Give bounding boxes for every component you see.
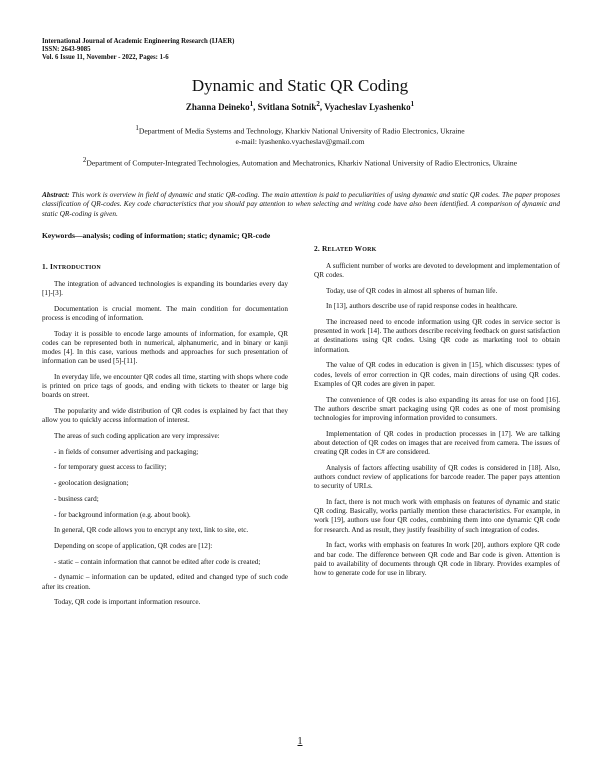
list-item: - geolocation designation; [54,479,129,488]
paper-title: Dynamic and Static QR Coding [191,76,409,95]
paragraph: The integration of advanced technologies is expanding its boundaries every day [1]-[3]. [42,279,288,297]
paragraph: Implementation of QR codes in production processes in [17]. We are talking about detection of QR codes on images that are received from camera. The issues of creating QR codes in C# are considered. [314,429,560,457]
author-list: Zhanna Deineko$^1$, Svitlana Sotnik$^2$, Vyacheslav Lyashenko$^1$ [185,100,415,112]
affil-email: e-mail: lyashenko.vyacheslav@gmail.com [235,136,365,146]
abstract [42,190,560,218]
section-heading-introduction: 1. INTRODUCTION [42,262,101,271]
paragraph: In everyday life, we encounter QR codes all time, starting with shops where code is printed on price tags of goods, and ending with tickets to theater or large big boards on street. [42,372,288,400]
paragraph: Today it is possible to encode large amounts of information, for example, QR codes can be represented both in numerical, alphanumeric, and in binary or kanji modes [4]. In this case, various methods and approaches for such presentation of information can be used [5]-[11]. [42,329,288,366]
list-item: - for temporary guest access to facility; [54,463,167,472]
paragraph: Today, QR code is important information resource. [54,598,201,607]
author-affil-mark: 2 [316,100,320,108]
paragraph: The increased need to encode information using QR codes in service sector is presented in work [14]. The authors describe receiving feedback on guest satisfaction at destinations using QR codes. Using QR code as marketing tool to obtain information. [314,318,560,354]
journal-name: International Journal of Academic Engineering Research (IJAER) [42,38,235,45]
affil-text: Department of Computer-Integrated Technologies, Automation and Mechatronics, Kharkiv National University of Radio Electronics, Ukraine [86,158,518,168]
paragraph: Today, use of QR codes in almost all spheres of human life. [326,286,498,295]
left-column [42,262,288,614]
keywords: Keywords—analysis; coding of information; static; dynamic; QR-code [42,231,271,240]
paragraph: In [13], authors describe use of rapid response codes in healthcare. [326,302,518,311]
author-name: Svitlana Sotnik [257,102,317,112]
paragraph: In fact, there is not much work with emphasis on features of dynamic and static QR coding. Basically, works partially mention these characteristics. For example, in work [19], authors use four QR codes, combining them into one dynamic QR code for research. And as result, they justify feasibility of such integration of codes. [314,498,560,534]
affiliation-2 [60,156,540,169]
page-number: 1 [297,736,303,747]
author-affil-mark: 1 [249,100,254,108]
paragraph: A sufficient number of works are devoted to development and implementation of QR codes. [314,261,560,279]
author-affil-mark: 1 [410,100,415,108]
affil-mark: 1 [135,124,139,132]
paragraph: The popularity and wide distribution of QR codes is explained by fact that they allow you to quickly access information of interest. [42,407,288,425]
list-item: - business card; [54,494,99,503]
list-item: - dynamic – information can be updated, edited and changed type of such code after its creation. [42,573,288,591]
paragraph: The value of QR codes in education is given in [15], which discusses: types of codes, levels of error correction in QR codes, main directions of using QR codes. Examples of QR codes are given in paper. [314,361,560,388]
paragraph: The areas of such coding application are very impressive: [54,432,220,441]
list-item: - for background information (e.g. about book). [54,510,191,519]
abstract-label: Abstract: [42,190,70,199]
affil-mark: 2 [82,156,87,164]
abstract-text: This work is overview in field of dynamic and static QR-coding. The main attention is paid to peculiarities of using dynamic and static QR codes. The paper proposes classification of QR-codes. Key code characteristics that you should pay attention to when selecting and writing code have also been identified. A comparison of dynamic and static QR-coding is given. [42,190,560,218]
paragraph: Analysis of factors affecting usability of QR codes is considered in [18]. Also, authors conduct review of applications for barcode reader. The paper pays attention to security of URLs. [314,463,560,491]
author-name: Zhanna Deineko [185,102,250,112]
list-item: - in fields of consumer advertising and packaging; [54,447,199,456]
paragraph: Documentation is crucial moment. The main condition for documentation process is encoding of information. [42,304,288,322]
section-heading-related-work: 2. RELATED WORK [314,244,377,253]
journal-volume: Vol. 6 Issue 11, November - 2022, Pages: 1-6 [42,54,169,62]
paragraph: The convenience of QR codes is also expanding its areas for use on food [16]. The authors describe smart packaging using QR codes as one of most promising technologies for improving information provided to consumers. [314,395,560,423]
affil-text: Department of Media Systems and Technology, Kharkiv National University of Radio Electronics, Ukraine [138,126,465,136]
paragraph: Depending on scope of application, QR codes are [12]: [54,542,213,551]
paragraph: In fact, works with emphasis on features In work [20], authors explore QR code and bar code. The difference between QR code and Bar code is given. Attention is paid to availability of documents through QR code in library. Provides examples of how to generate code for use in library. [314,541,560,578]
journal-header [42,38,234,62]
paragraph: In general, QR code allows you to encrypt any text, link to site, etc. [54,526,249,535]
affiliation-1 [60,124,540,147]
author-name: Vyacheslav Lyashenko [324,102,411,112]
right-column [314,244,560,585]
journal-issn: ISSN: 2643-9085 [42,46,91,54]
list-item: - static – contain information that cannot be edited after code is created; [54,557,261,566]
